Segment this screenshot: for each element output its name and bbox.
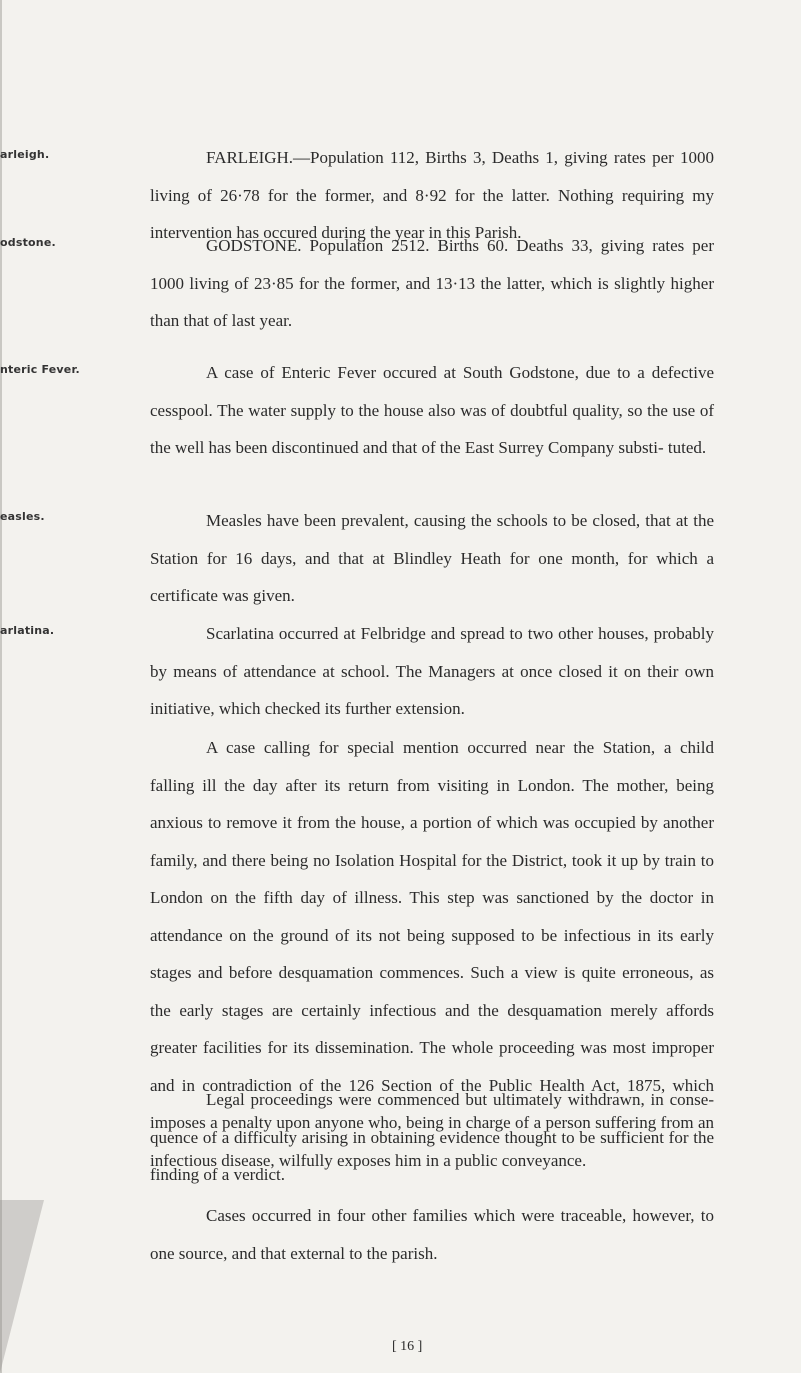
page-shadow xyxy=(0,1200,44,1373)
margin-note-godstone: odstone. xyxy=(0,236,56,249)
paragraph-legal-proceedings: Legal proceedings were commenced but ultimately withdrawn, in conse- quence of a difficulty arising in obtaining evidence thought to be sufficient for the finding of a verdict. xyxy=(150,1090,714,1184)
paragraph-other-cases: Cases occurred in four other families which were traceable, however, to one source, and that external to the parish. xyxy=(150,1206,714,1263)
page-number: [ 16 ] xyxy=(392,1339,423,1354)
page-edge-rule xyxy=(0,0,2,1373)
paragraph-enteric-fever: A case of Enteric Fever occured at South Godstone, due to a defective cesspool. The water supply to the house also was of doubtful quality, so the use of the well has been discontinued and that of the East Surrey Company substi- tuted. xyxy=(150,363,714,457)
paragraph-godstone: GODSTONE. Population 2512. Births 60. Deaths 33, giving rates per 1000 living of 23·85 for the former, and 13·13 the latter, which is slightly higher than that of last year. xyxy=(150,236,714,330)
margin-note-enteric-fever: nteric Fever. xyxy=(0,363,80,376)
paragraph-measles: Measles have been prevalent, causing the schools to be closed, that at the Station for 16 days, and that at Blindley Heath for one month, for which a certificate was given. xyxy=(150,511,714,605)
margin-note-farleigh: arleigh. xyxy=(0,148,50,161)
margin-note-measles: easles. xyxy=(0,510,45,523)
paragraph-scarlatina: Scarlatina occurred at Felbridge and spread to two other houses, probably by means of attendance at school. The Managers at once closed it on their own initiative, which checked its further extension. xyxy=(150,624,714,718)
paragraph-farleigh: FARLEIGH.—Population 112, Births 3, Deaths 1, giving rates per 1000 living of 26·78 for the former, and 8·92 for the latter. Nothing requiring my intervention has occured during the year in this Parish. xyxy=(150,148,714,242)
margin-note-scarlatina: arlatina. xyxy=(0,624,55,637)
paragraph-special-case: A case calling for special mention occurred near the Station, a child falling ill the day after its return from visiting in London. The mother, being anxious to remove it from the house, a portion of which was occupied by another family, and there being no Isolation Hospital for the District, took it up by train to London on the fifth day of illness. This step was sanctioned by the doctor in attendance on the ground of its not being supposed to be infectious in its early stages and before desquamation commences. Such a view is quite erroneous, as the early stages are certainly infectious and the desquamation merely affords greater facilities for its dissemination. The whole proceeding was most improper and in contradiction of the 126 Section of the Public Health Act, 1875, which imposes a penalty upon anyone who, being in charge of a person suffering from an infectious disease, wilfully exposes him in a public conveyance. xyxy=(150,738,714,1170)
